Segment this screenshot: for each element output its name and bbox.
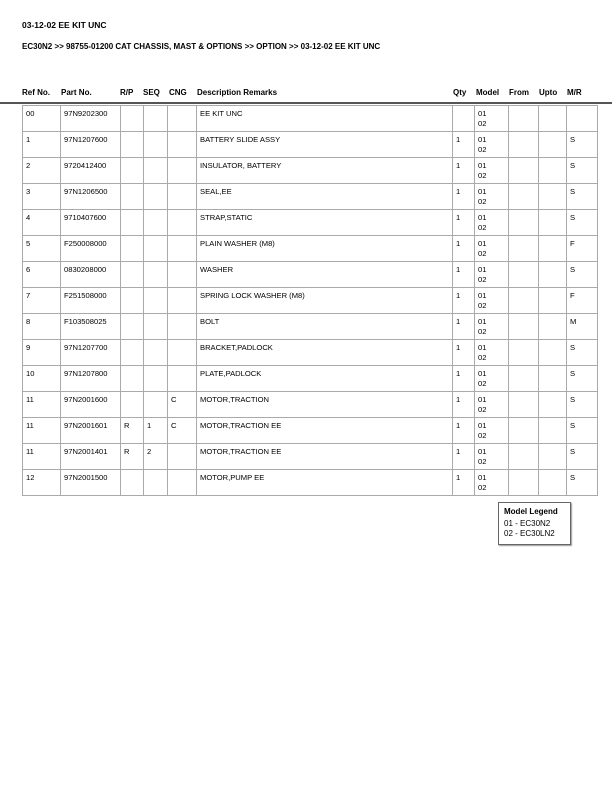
cell-seq (144, 314, 168, 340)
breadcrumb: EC30N2 >> 98755-01200 CAT CHASSIS, MAST & OPTIONS >> OPTION >> 03-12-02 EE KIT UNC (22, 42, 381, 51)
cell-from (509, 210, 539, 236)
cell-rp (121, 314, 144, 340)
cell-qty: 1 (453, 262, 475, 288)
cell-cng (168, 106, 197, 132)
cell-model (475, 132, 509, 158)
cell-qty: 1 (453, 210, 475, 236)
cell-qty: 1 (453, 158, 475, 184)
model-code: 01 (478, 109, 487, 118)
cell-cng (168, 470, 197, 496)
model-code: 02 (478, 171, 487, 180)
model-code: 02 (478, 249, 487, 258)
cell-model (475, 340, 509, 366)
model-code: 01 (478, 317, 487, 326)
cell-part: F103508025 (61, 314, 121, 340)
cell-from (509, 340, 539, 366)
model-code: 02 (478, 197, 487, 206)
table-row (23, 236, 598, 262)
cell-upto (539, 340, 567, 366)
cell-cng (168, 366, 197, 392)
cell-upto (539, 106, 567, 132)
cell-cng (168, 158, 197, 184)
cell-rp: R (121, 418, 144, 444)
table-row (23, 132, 598, 158)
cell-qty: 1 (453, 470, 475, 496)
cell-desc: MOTOR,TRACTION EE (197, 444, 453, 470)
model-code: 01 (478, 343, 487, 352)
model-code: 02 (478, 119, 487, 128)
cell-rp (121, 210, 144, 236)
cell-ref: 9 (23, 340, 61, 366)
cell-model (475, 444, 509, 470)
cell-rp (121, 470, 144, 496)
cell-seq (144, 392, 168, 418)
cell-desc: MOTOR,PUMP EE (197, 470, 453, 496)
cell-qty: 1 (453, 444, 475, 470)
cell-cng (168, 210, 197, 236)
cell-upto (539, 444, 567, 470)
cell-part: 9710407600 (61, 210, 121, 236)
cell-cng (168, 262, 197, 288)
cell-mr: S (567, 444, 598, 470)
cell-desc: MOTOR,TRACTION (197, 392, 453, 418)
legend-item: 01 - EC30N2 (504, 519, 551, 528)
header-upto: Upto (539, 88, 558, 97)
cell-from (509, 262, 539, 288)
cell-ref: 2 (23, 158, 61, 184)
cell-model (475, 470, 509, 496)
cell-ref: 1 (23, 132, 61, 158)
cell-upto (539, 132, 567, 158)
cell-from (509, 418, 539, 444)
cell-model (475, 158, 509, 184)
cell-model (475, 366, 509, 392)
cell-mr: S (567, 184, 598, 210)
model-code: 02 (478, 457, 487, 466)
cell-seq (144, 340, 168, 366)
cell-part: 9720412400 (61, 158, 121, 184)
cell-part: F251508000 (61, 288, 121, 314)
legend-item: 02 - EC30LN2 (504, 529, 555, 538)
table-row (23, 340, 598, 366)
cell-desc: STRAP,STATIC (197, 210, 453, 236)
cell-qty: 1 (453, 236, 475, 262)
cell-mr: S (567, 366, 598, 392)
model-code: 01 (478, 291, 487, 300)
model-code: 01 (478, 447, 487, 456)
cell-model (475, 210, 509, 236)
model-code: 01 (478, 369, 487, 378)
cell-desc: SPRING LOCK WASHER (M8) (197, 288, 453, 314)
model-code: 02 (478, 483, 487, 492)
cell-qty: 1 (453, 392, 475, 418)
cell-cng (168, 314, 197, 340)
cell-cng (168, 236, 197, 262)
cell-rp (121, 366, 144, 392)
table-row (23, 314, 598, 340)
cell-upto (539, 288, 567, 314)
cell-part: 97N1206500 (61, 184, 121, 210)
cell-qty: 1 (453, 340, 475, 366)
cell-from (509, 314, 539, 340)
cell-ref: 11 (23, 392, 61, 418)
cell-ref: 3 (23, 184, 61, 210)
cell-desc: PLAIN WASHER (M8) (197, 236, 453, 262)
model-code: 01 (478, 265, 487, 274)
cell-seq (144, 288, 168, 314)
cell-seq: 1 (144, 418, 168, 444)
cell-from (509, 444, 539, 470)
table-row (23, 444, 598, 470)
model-code: 01 (478, 239, 487, 248)
cell-upto (539, 184, 567, 210)
cell-mr: S (567, 340, 598, 366)
table-row (23, 418, 598, 444)
cell-ref: 00 (23, 106, 61, 132)
table-row (23, 288, 598, 314)
cell-seq: 2 (144, 444, 168, 470)
cell-seq (144, 158, 168, 184)
cell-cng: C (168, 392, 197, 418)
cell-upto (539, 158, 567, 184)
header-divider (0, 102, 612, 104)
cell-desc: SEAL,EE (197, 184, 453, 210)
cell-qty: 1 (453, 184, 475, 210)
cell-from (509, 236, 539, 262)
model-code: 02 (478, 145, 487, 154)
cell-model (475, 288, 509, 314)
cell-mr: S (567, 418, 598, 444)
model-code: 02 (478, 301, 487, 310)
model-code: 01 (478, 473, 487, 482)
model-code: 02 (478, 431, 487, 440)
cell-model (475, 262, 509, 288)
header-cng: CNG (169, 88, 187, 97)
table-row (23, 470, 598, 496)
legend-title: Model Legend (504, 507, 558, 516)
cell-part: F250008000 (61, 236, 121, 262)
header-part: Part No. (61, 88, 92, 97)
cell-model (475, 106, 509, 132)
cell-ref: 4 (23, 210, 61, 236)
cell-mr (567, 106, 598, 132)
cell-upto (539, 392, 567, 418)
cell-ref: 10 (23, 366, 61, 392)
table-row (23, 392, 598, 418)
cell-desc: INSULATOR, BATTERY (197, 158, 453, 184)
cell-cng (168, 340, 197, 366)
cell-desc: BRACKET,PADLOCK (197, 340, 453, 366)
cell-part: 97N2001601 (61, 418, 121, 444)
cell-desc: EE KIT UNC (197, 106, 453, 132)
table-row (23, 158, 598, 184)
cell-qty (453, 106, 475, 132)
model-code: 01 (478, 135, 487, 144)
cell-ref: 8 (23, 314, 61, 340)
table-row (23, 106, 598, 132)
cell-mr: F (567, 288, 598, 314)
cell-model (475, 184, 509, 210)
cell-qty: 1 (453, 366, 475, 392)
cell-seq (144, 184, 168, 210)
cell-mr: S (567, 392, 598, 418)
cell-part: 97N2001500 (61, 470, 121, 496)
cell-ref: 5 (23, 236, 61, 262)
model-code: 01 (478, 395, 487, 404)
model-code: 01 (478, 421, 487, 430)
cell-seq (144, 470, 168, 496)
table-row (23, 262, 598, 288)
cell-part: 97N2001600 (61, 392, 121, 418)
cell-rp: R (121, 444, 144, 470)
model-code: 02 (478, 275, 487, 284)
table-row (23, 210, 598, 236)
cell-desc: BATTERY SLIDE ASSY (197, 132, 453, 158)
model-code: 02 (478, 353, 487, 362)
cell-model (475, 418, 509, 444)
cell-upto (539, 314, 567, 340)
cell-seq (144, 210, 168, 236)
cell-from (509, 288, 539, 314)
cell-seq (144, 106, 168, 132)
cell-upto (539, 210, 567, 236)
cell-model (475, 314, 509, 340)
header-qty: Qty (453, 88, 467, 97)
header-desc: Description Remarks (197, 88, 278, 97)
cell-qty: 1 (453, 288, 475, 314)
header-mr: M/R (567, 88, 582, 97)
page-title: 03-12-02 EE KIT UNC (22, 20, 107, 30)
parts-table (22, 105, 598, 496)
cell-part: 97N9202300 (61, 106, 121, 132)
cell-ref: 7 (23, 288, 61, 314)
cell-from (509, 392, 539, 418)
cell-qty: 1 (453, 418, 475, 444)
cell-qty: 1 (453, 132, 475, 158)
cell-from (509, 184, 539, 210)
cell-part: 0830208000 (61, 262, 121, 288)
cell-desc: BOLT (197, 314, 453, 340)
cell-from (509, 470, 539, 496)
cell-mr: S (567, 210, 598, 236)
header-seq: SEQ (143, 88, 160, 97)
table-row (23, 366, 598, 392)
cell-seq (144, 366, 168, 392)
cell-part: 97N2001401 (61, 444, 121, 470)
header-ref: Ref No. (22, 88, 50, 97)
cell-from (509, 158, 539, 184)
cell-cng (168, 184, 197, 210)
header-model: Model (476, 88, 500, 97)
cell-ref: 12 (23, 470, 61, 496)
cell-rp (121, 340, 144, 366)
model-legend (498, 502, 571, 545)
cell-desc: WASHER (197, 262, 453, 288)
cell-upto (539, 366, 567, 392)
cell-from (509, 366, 539, 392)
cell-upto (539, 470, 567, 496)
cell-part: 97N1207800 (61, 366, 121, 392)
cell-cng (168, 288, 197, 314)
model-code: 01 (478, 213, 487, 222)
cell-mr: S (567, 262, 598, 288)
cell-model (475, 392, 509, 418)
cell-seq (144, 132, 168, 158)
model-code: 01 (478, 161, 487, 170)
cell-cng (168, 444, 197, 470)
model-code: 01 (478, 187, 487, 196)
cell-mr: S (567, 158, 598, 184)
cell-qty: 1 (453, 314, 475, 340)
header-rp: R/P (120, 88, 134, 97)
cell-desc: MOTOR,TRACTION EE (197, 418, 453, 444)
cell-ref: 6 (23, 262, 61, 288)
cell-cng (168, 132, 197, 158)
cell-upto (539, 262, 567, 288)
model-code: 02 (478, 379, 487, 388)
cell-rp (121, 184, 144, 210)
cell-model (475, 236, 509, 262)
cell-mr: M (567, 314, 598, 340)
cell-rp (121, 288, 144, 314)
cell-mr: S (567, 470, 598, 496)
cell-rp (121, 132, 144, 158)
cell-from (509, 132, 539, 158)
model-code: 02 (478, 327, 487, 336)
cell-ref: 11 (23, 444, 61, 470)
table-row (23, 184, 598, 210)
cell-part: 97N1207600 (61, 132, 121, 158)
cell-rp (121, 158, 144, 184)
header-from: From (509, 88, 529, 97)
cell-rp (121, 262, 144, 288)
cell-rp (121, 392, 144, 418)
cell-desc: PLATE,PADLOCK (197, 366, 453, 392)
cell-upto (539, 418, 567, 444)
cell-upto (539, 236, 567, 262)
model-code: 02 (478, 223, 487, 232)
cell-mr: S (567, 132, 598, 158)
cell-seq (144, 236, 168, 262)
cell-seq (144, 262, 168, 288)
cell-mr: F (567, 236, 598, 262)
model-code: 02 (478, 405, 487, 414)
cell-rp (121, 236, 144, 262)
cell-part: 97N1207700 (61, 340, 121, 366)
cell-ref: 11 (23, 418, 61, 444)
cell-cng: C (168, 418, 197, 444)
cell-from (509, 106, 539, 132)
cell-rp (121, 106, 144, 132)
